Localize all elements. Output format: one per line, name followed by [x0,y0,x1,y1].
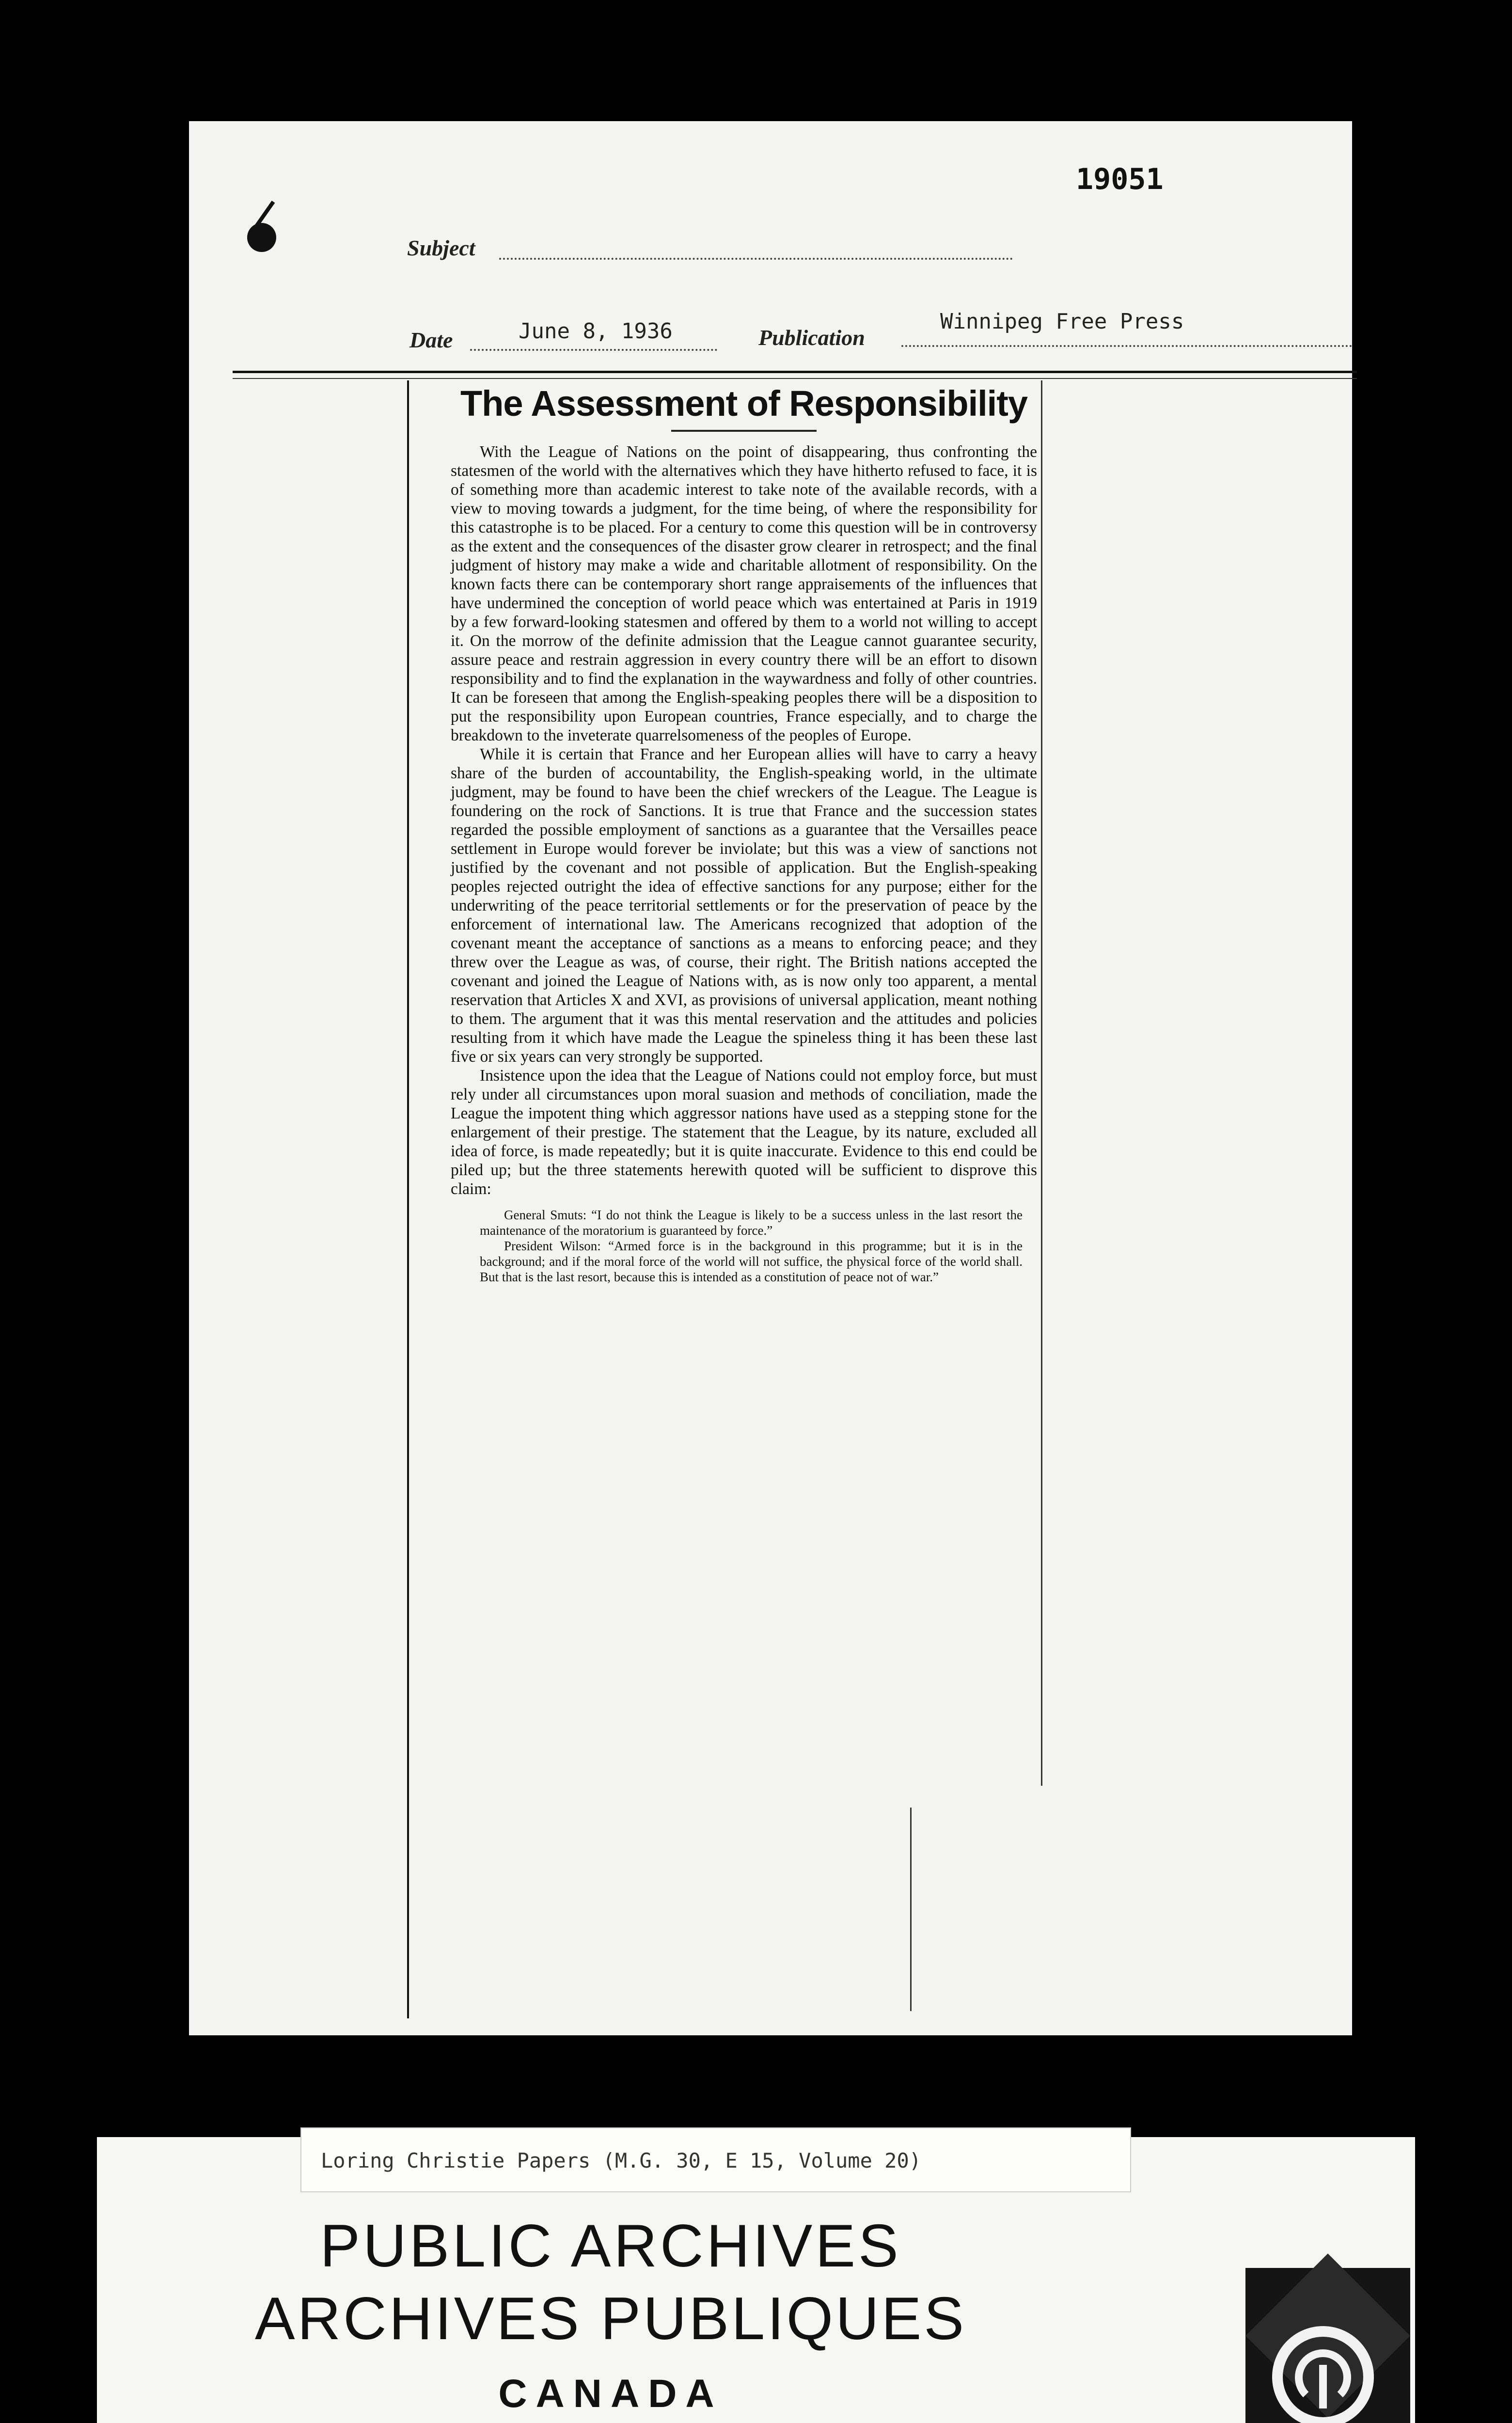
article-headline: The Assessment of Responsibility [460,383,1028,424]
newspaper-clipping [451,383,1037,1285]
column-rule-left [407,380,409,2018]
collection-strip [300,2127,1131,2192]
archives-country: CANADA [498,2372,723,2416]
header-rule-thin [233,378,1357,379]
record-number: 19051 [1076,162,1164,196]
quote-smuts: General Smuts: “I do not think the League is likely to be a success unless in the last resort the maintenance of the moratorium is guaranteed by force.” [480,1208,1023,1238]
quote-wilson: President Wilson: “Armed force is in the background in this programme; but it is in the background; and if the moral force of the world will not suffice, the physical force of the world shall. But that is the last resort, because this is intended as a constitution of peace not of war.” [480,1239,1023,1284]
collection-reference: Loring Christie Papers (M.G. 30, E 15, Volume 20) [321,2149,922,2172]
punch-hole [247,223,276,252]
article-paragraph: Insistence upon the idea that the League of Nations could not employ force, but must rely under all circumstances upon moral suasion and methods of conciliation, made the League the impotent thing which aggressor nations have used as a stepping stone for the enlargement of their prestige. The statement that the League, by its nature, excluded all idea of force, is made repeatedly; but it is quite inaccurate. Evidence to this end could be piled up; but the three statements herewith quoted will be sufficient to disprove this claim: [451,1067,1037,1198]
subject-label: Subject [407,236,475,260]
subject-dotted-line [499,258,1013,260]
archives-english: PUBLIC ARCHIVES [320,2213,901,2280]
publication-value: Winnipeg Free Press [940,309,1184,334]
date-dotted-line [470,349,717,351]
headline-underline [671,430,817,432]
archives-label [97,2210,1124,2423]
clipping-sheet [189,121,1352,2035]
article-paragraph: While it is certain that France and her European allies will have to carry a heavy share of the burden of accountability, the English-speaking world, in the ultimate judgment, may be found to have been the chief wreckers of the League. The League is foundering on the rock of Sanctions. It is true that France and the succession states regarded the possible employment of sanctions as a guarantee that the Versailles peace settlement in Europe would forever be inviolate; but this was a view of sanctions not justified by the covenant and not possible of application. But the English-speaking peoples rejected outright the idea of effective sanctions for any purpose; either for the underwriting of the peace territorial settlements or for the preservation of peace by the enforcement of international law. The Americans recognized that adoption of the covenant meant the acceptance of sanctions as a means to enforcing peace; and they threw over the League as was, of course, their right. The British nations accepted the covenant and joined the League of Nations with, as is now only too apparent, a mental reservation that Articles X and XVI, as provisions of universal application, meant nothing to them. The argument that it was this mental reservation and the attitudes and policies resulting from it which have made the League the spineless thing it has been these last five or six years can very strongly be supported. [451,745,1037,1066]
archives-french: ARCHIVES PUBLIQUES [254,2285,967,2352]
logo-stem-icon [1319,2365,1327,2408]
publication-dotted-line [901,345,1352,347]
column-rule-tail [910,1808,912,2011]
header-rule [233,371,1357,373]
column-rule-right [1041,380,1042,1786]
article-paragraph: With the League of Nations on the point of disappearing, thus confronting the statesmen of the world with the alternatives which they have hitherto refused to face, it is of something more than academic interest to take note of the available records, with a view to moving towards a judgment, for the time being, of where the responsibility for this catastrophe is to be placed. For a century to come this question will be in controversy as the extent and the consequences of the disaster grow clearer in retrospect; and the final judgment of history may make a wide and charitable allotment of responsibility. On the known facts there can be contemporary short range appraisements of the influences that have undermined the conception of world peace which was entertained at Paris in 1919 by a few forward-looking statesmen and offered by them to a world not willing to accept it. On the morrow of the definite admission that the League cannot guarantee security, assure peace and restrain aggression in every country there will be an effort to disown responsibility and to find the explanation in the waywardness and folly of other countries. It can be foreseen that among the English-speaking peoples there will be a disposition to put the responsibility upon European countries, France especially, and to charge the breakdown to the inveterate quarrelsomeness of the peoples of Europe. [451,443,1037,744]
date-label: Date [410,328,453,352]
publication-label: Publication [758,325,865,350]
date-value: June 8, 1936 [519,319,673,344]
